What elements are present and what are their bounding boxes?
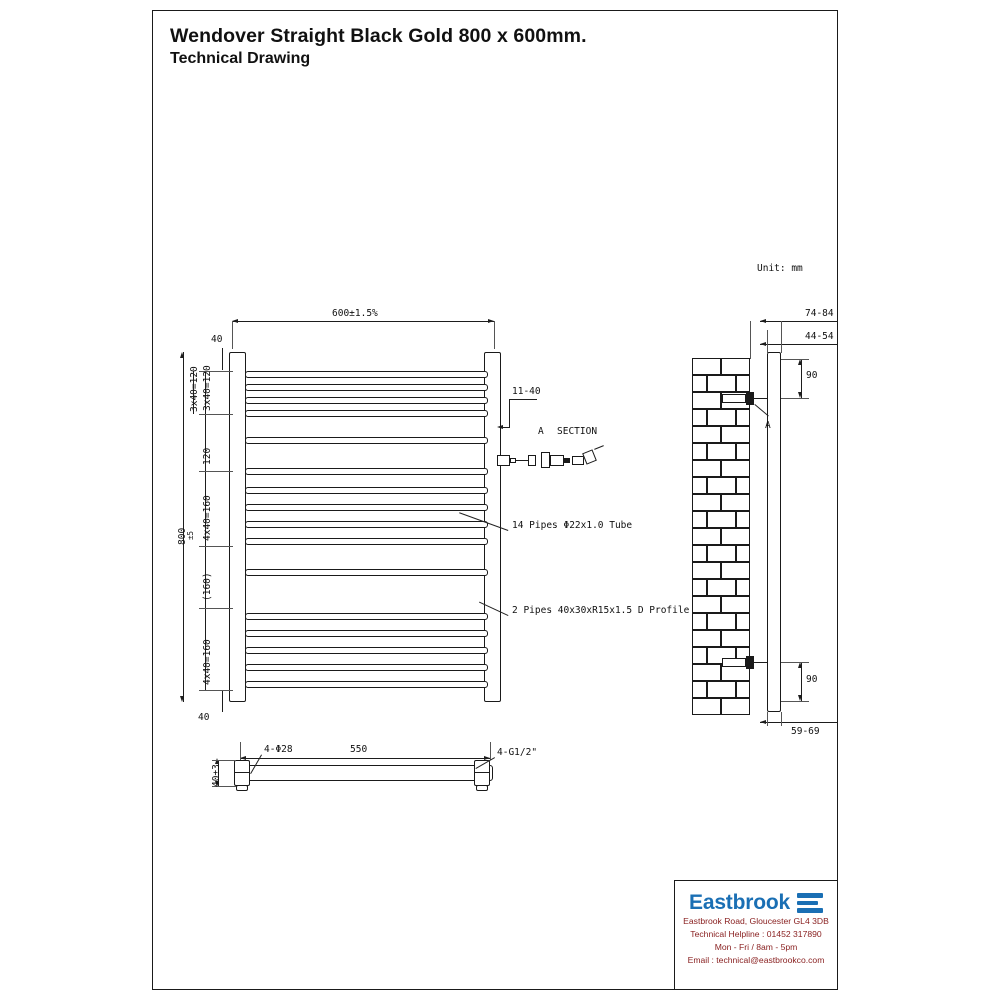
height-dim-arrow-up	[180, 352, 184, 358]
brick	[692, 562, 721, 579]
brick	[707, 477, 736, 494]
brick	[692, 613, 707, 630]
bracket-top-ext-2	[781, 398, 809, 399]
side-radiator-profile	[767, 352, 781, 712]
rail-15	[245, 664, 488, 671]
callout-11-40-leader	[509, 399, 537, 400]
seg-tick-5	[199, 608, 233, 609]
seg-tick-3	[199, 471, 233, 472]
seg-label-4: (160)	[202, 572, 213, 601]
brick	[692, 494, 721, 511]
bracket-bottom-ext-1	[781, 662, 809, 663]
brick	[736, 477, 750, 494]
brick	[721, 698, 750, 715]
brick	[692, 528, 721, 545]
plan-main-tube	[243, 765, 493, 781]
section-label: SECTION	[557, 426, 598, 437]
brick	[707, 409, 736, 426]
plan-depth-ext-1	[212, 760, 236, 761]
rail-1	[245, 371, 488, 378]
rail-4	[245, 410, 488, 417]
width-dim-line	[232, 321, 494, 322]
plan-cap-right-center	[474, 772, 490, 773]
seg-label-1: 3x40=120	[202, 365, 213, 411]
brick	[707, 375, 736, 392]
seg-tick-4	[199, 546, 233, 547]
section-part-seal	[564, 458, 570, 463]
section-part-line-2	[594, 445, 604, 450]
plan-hole-label: 4-Φ28	[264, 744, 293, 755]
plan-foot-right	[476, 785, 488, 791]
callout-11-40-leader-v	[509, 399, 510, 427]
callout-11-40-label: 11-40	[512, 386, 541, 397]
bottom-offset-dim	[222, 690, 223, 712]
brick	[721, 358, 750, 375]
depth-wall-arrow-left	[760, 342, 766, 346]
brick	[736, 375, 750, 392]
brick	[692, 596, 721, 613]
section-part-pin	[582, 449, 597, 464]
wall-bracket-bottom-head	[746, 656, 754, 669]
bracket-top-ext-1	[781, 359, 809, 360]
brick	[692, 392, 721, 409]
brick	[736, 443, 750, 460]
brick	[721, 630, 750, 647]
plan-cap-left	[234, 760, 250, 786]
brick	[692, 630, 721, 647]
brick	[707, 681, 736, 698]
section-part-cap	[528, 455, 536, 466]
brick	[721, 460, 750, 477]
brick	[736, 545, 750, 562]
section-part-nut	[497, 455, 510, 466]
width-ext-right	[494, 321, 495, 349]
page-subtitle: Technical Drawing	[170, 50, 311, 67]
brick	[707, 579, 736, 596]
seg-tick-6	[199, 690, 233, 691]
brick	[692, 358, 721, 375]
width-ext-left	[232, 321, 233, 349]
plan-foot-left	[236, 785, 248, 791]
rail-7	[245, 487, 488, 494]
callout-11-40-arrow-line	[502, 427, 510, 428]
brand-row	[675, 881, 837, 915]
depth-bottom-ext-2	[781, 712, 782, 726]
bracket-top-dim-label: 90	[806, 370, 818, 381]
section-part-sleeve	[550, 455, 564, 466]
brick	[736, 681, 750, 698]
brick	[692, 647, 707, 664]
footer-email: Email : technical@eastbrookco.com	[687, 955, 825, 965]
top-offset-dim	[222, 348, 223, 370]
depth-total-label: 74-84	[805, 308, 834, 319]
rail-6	[245, 468, 488, 475]
footer-address: Eastbrook Road, Gloucester GL4 3DB	[683, 916, 829, 926]
brick	[692, 664, 721, 681]
depth-wall-label: 44-54	[805, 331, 834, 342]
rail-16	[245, 681, 488, 688]
depth-ext-rad-back	[781, 321, 782, 353]
wall-bracket-bottom-arm	[754, 662, 767, 663]
wall-bracket-bottom	[722, 658, 746, 667]
top-offset-label: 40	[211, 334, 223, 345]
top-group-dim-label: 3x40=120	[189, 366, 200, 412]
seg-label-5: 4x40=160	[202, 639, 213, 685]
plan-depth-arrow-up	[215, 758, 219, 764]
bottom-offset-label: 40	[198, 712, 210, 723]
section-marker-a: A	[538, 426, 544, 437]
height-dim-arrow-down	[180, 696, 184, 702]
top-group-dim-line	[193, 371, 194, 414]
seg-tick-2	[199, 414, 233, 415]
plan-depth-label: 40±3	[211, 764, 222, 787]
rail-8	[245, 504, 488, 511]
brick	[707, 443, 736, 460]
pipes-tube-label: 14 Pipes Φ22x1.0 Tube	[512, 520, 633, 531]
rail-2	[245, 384, 488, 391]
brick	[721, 562, 750, 579]
rail-11	[245, 569, 488, 576]
plan-thread-label: 4-G1/2"	[497, 747, 538, 758]
rail-10	[245, 538, 488, 545]
depth-ext-wall	[750, 321, 751, 359]
seg-label-3: 4x40=160	[202, 495, 213, 541]
brick	[736, 613, 750, 630]
brick	[692, 579, 707, 596]
page-title: Wendover Straight Black Gold 800 x 600mm.	[170, 25, 587, 47]
d-profile-label: 2 Pipes 40x30xR15x1.5 D Profile	[512, 605, 690, 616]
footer-hours: Mon - Fri / 8am - 5pm	[714, 942, 798, 952]
brick	[692, 426, 721, 443]
depth-bottom-arrow-left	[760, 720, 766, 724]
rail-9	[245, 521, 488, 528]
brick	[692, 698, 721, 715]
rail-5	[245, 437, 488, 444]
rail-3	[245, 397, 488, 404]
section-part-body	[541, 452, 550, 468]
plan-length-ext-left	[240, 742, 241, 760]
depth-wall-dim	[760, 344, 838, 345]
seg-label-2: 120	[202, 447, 213, 465]
section-part-insert	[572, 456, 584, 465]
brick	[736, 511, 750, 528]
plan-length-label: 550	[350, 744, 368, 755]
brick	[692, 375, 707, 392]
depth-ext-rad-front	[767, 330, 768, 354]
brick	[707, 545, 736, 562]
width-dim-label: 600±1.5%	[332, 308, 378, 319]
brick	[736, 409, 750, 426]
height-tol-label: ±5	[186, 530, 195, 540]
brick	[692, 511, 707, 528]
brick	[692, 545, 707, 562]
depth-bottom-ext-1	[767, 712, 768, 726]
rail-14	[245, 647, 488, 654]
eastbrook-logo-icon	[797, 892, 823, 914]
depth-total-arrow-left	[760, 319, 766, 323]
wall-bracket-top-arm	[754, 398, 767, 399]
depth-bottom-dim	[760, 722, 838, 723]
rail-13	[245, 630, 488, 637]
plan-length-dim	[240, 758, 490, 759]
brick	[721, 426, 750, 443]
bracket-bottom-ext-2	[781, 701, 809, 702]
height-dim-label: 800	[177, 527, 188, 545]
brick	[692, 409, 707, 426]
bracket-bottom-dim-label: 90	[806, 674, 818, 685]
brick	[707, 613, 736, 630]
left-vertical-post	[229, 352, 246, 702]
side-section-marker-a: A	[765, 420, 771, 431]
plan-length-ext-right	[490, 742, 491, 760]
wall-bracket-top	[722, 394, 746, 403]
plan-cap-left-center	[234, 772, 250, 773]
wall-bracket-top-head	[746, 392, 754, 405]
brick	[692, 460, 721, 477]
brand-name: Eastbrook	[689, 891, 790, 914]
unit-note: Unit: mm	[757, 263, 803, 274]
brick	[707, 511, 736, 528]
brick	[721, 528, 750, 545]
brick	[721, 494, 750, 511]
footer-logo-box	[674, 880, 838, 990]
rail-12	[245, 613, 488, 620]
brick	[692, 681, 707, 698]
brick	[721, 596, 750, 613]
brick	[736, 579, 750, 596]
brick	[692, 477, 707, 494]
brick	[692, 443, 707, 460]
section-part-line-1	[516, 460, 528, 461]
depth-bottom-label: 59-69	[791, 726, 820, 737]
depth-total-dim	[760, 321, 838, 322]
footer-helpline: Technical Helpline : 01452 317890	[690, 929, 822, 939]
